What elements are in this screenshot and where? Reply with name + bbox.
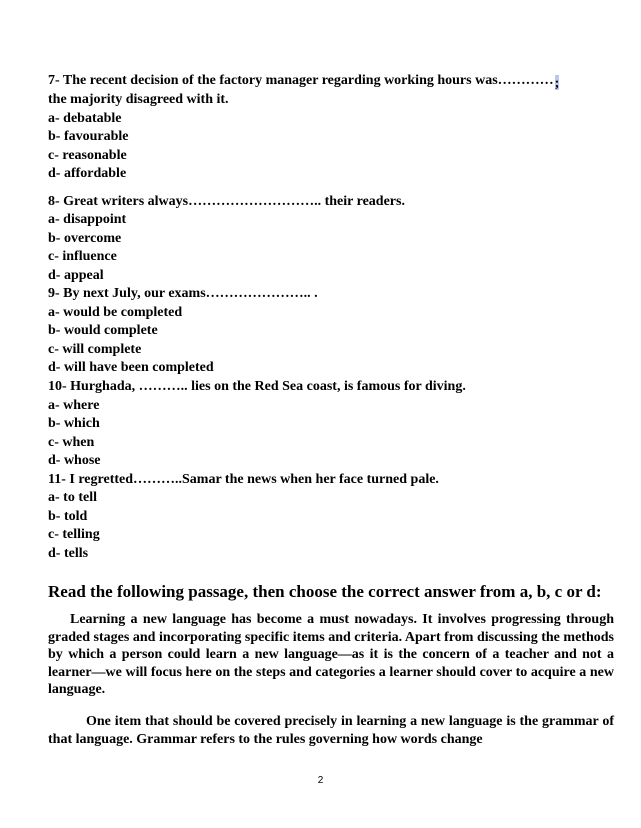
question-11-option-a: a- to tell (48, 490, 97, 505)
passage-paragraph-1: Learning a new language has become a must nowadays. It involves progressing through graded stages and incorporating specific items and criteria. Apart from discussing the methods by which a person could learn a new language—as it is the concern of a teacher and not a learner—we will focus here on the steps and categories a learner should cover to acquire a new language. (48, 612, 614, 697)
question-7-option-a: a- debatable (48, 111, 122, 126)
question-7-option-c: c- reasonable (48, 148, 127, 163)
question-9-option-d: d- will have been completed (48, 360, 214, 375)
question-9-option-a: a- would be completed (48, 305, 183, 320)
question-10-option-c: c- when (48, 435, 95, 450)
question-10-option-b: b- which (48, 416, 100, 431)
question-11-option-b: b- told (48, 509, 88, 524)
question-8-option-b: b- overcome (48, 231, 122, 246)
question-8-option-a: a- disappoint (48, 212, 127, 227)
passage-instruction: Read the following passage, then choose the correct answer from a, b, c or d: (48, 582, 602, 601)
question-8-option-c: c- influence (48, 249, 117, 264)
question-7-option-d: d- affordable (48, 166, 127, 181)
question-11-option-c: c- telling (48, 527, 100, 542)
question-7-stem (48, 72, 559, 90)
question-7-stem-text: 7- The recent decision of the factory manager regarding working hours was………… (48, 73, 554, 88)
question-10-option-d: d- whose (48, 453, 101, 468)
question-9-option-c: c- will complete (48, 342, 142, 357)
question-7-stem-continued: the majority disagreed with it. (48, 92, 229, 107)
question-7-option-b: b- favourable (48, 129, 129, 144)
question-8-option-d: d- appeal (48, 268, 104, 283)
question-11-stem: 11- I regretted………..Samar the news when her face turned pale. (48, 472, 439, 487)
question-9-stem: 9- By next July, our exams………………….. . (48, 286, 318, 301)
question-9-option-b: b- would complete (48, 323, 158, 338)
question-10-stem: 10- Hurghada, ……….. lies on the Red Sea coast, is famous for diving. (48, 379, 466, 394)
page-number: 2 (317, 775, 324, 786)
question-8-stem: 8- Great writers always……………………….. their readers. (48, 194, 405, 209)
passage-paragraph-2: One item that should be covered precisely in learning a new language is the grammar of that language. Grammar refers to the rules governing how words change (48, 714, 614, 747)
question-11-option-d: d- tells (48, 546, 89, 561)
question-10-option-a: a- where (48, 398, 100, 413)
text-cursor-highlight: ; (554, 76, 560, 91)
